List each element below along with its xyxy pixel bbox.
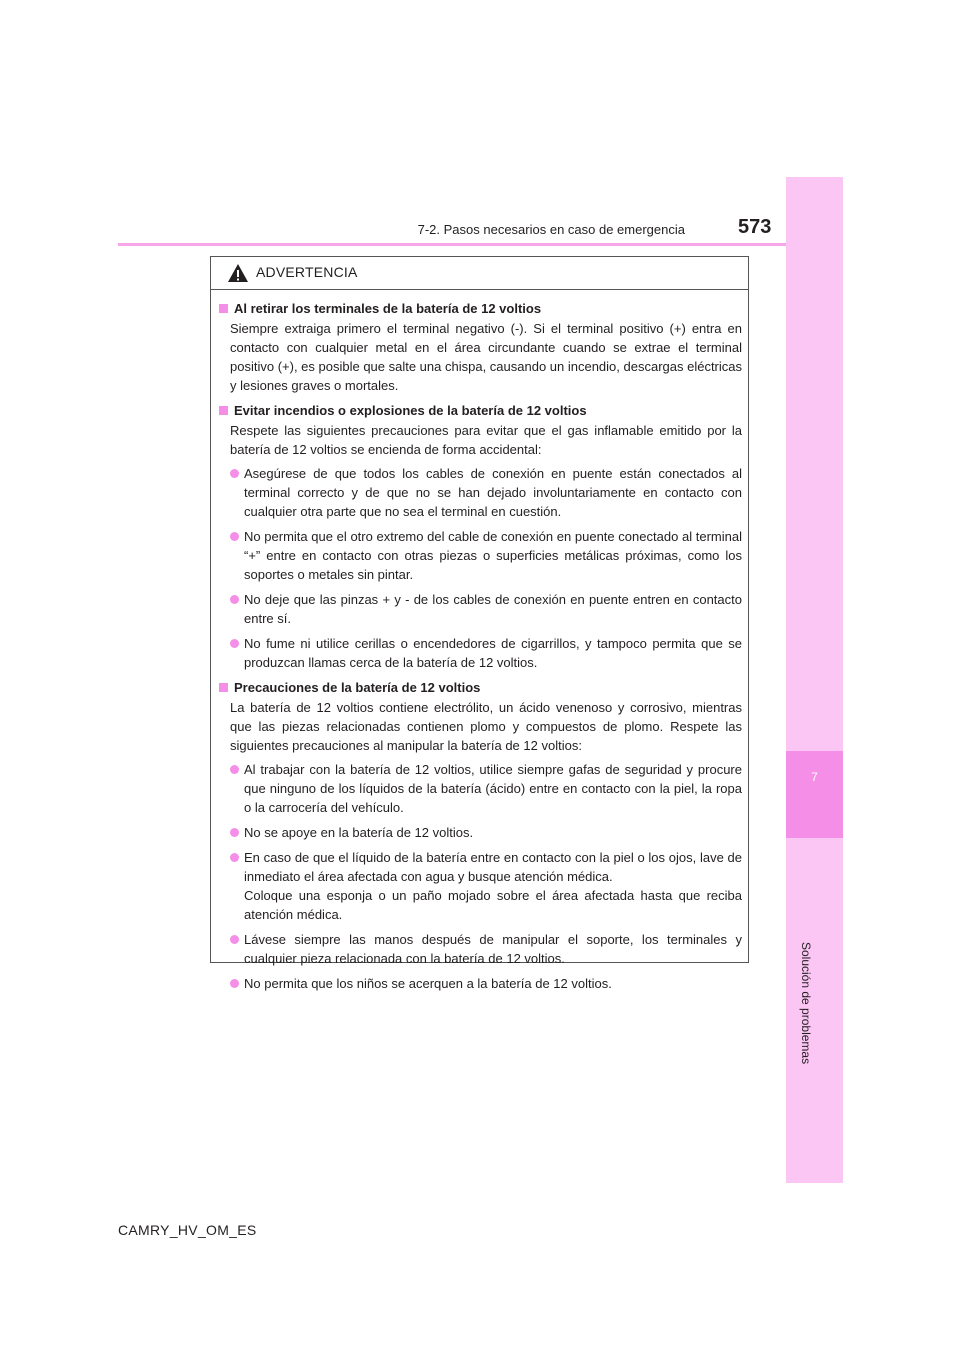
square-bullet-icon [219,406,228,415]
chapter-title-text: Solución de problemas [799,942,813,1065]
section-heading [218,401,742,420]
list-item [218,823,742,842]
section-heading [218,299,742,318]
list-item-text: No se apoye en la batería de 12 voltios. [244,825,474,840]
section-text: La batería de 12 voltios contiene electrólito, un ácido venenoso y corrosivo, mientras que las piezas relacionadas contienen plomo y compuestos de plomo. Respete las siguientes precauciones al manipular la batería de 12 voltios: [230,700,742,753]
chapter-number: 7 [811,770,818,784]
section-text: Respete las siguientes precauciones para evitar que el gas inflamable emitido por la batería de 12 voltios se encienda de forma accidental: [230,423,742,457]
circle-bullet-icon [230,765,239,774]
list-item [218,464,742,521]
list-item [218,590,742,628]
circle-bullet-icon [230,469,239,478]
warning-triangle-icon [227,263,249,283]
section-heading-text: Precauciones de la batería de 12 voltios [234,680,481,695]
square-bullet-icon [219,683,228,692]
list-item-text: Lávese siempre las manos después de manipular el soporte, los terminales y cualquier pieza relacionada con la batería de 12 voltios. [244,932,742,966]
list-item-text: No fume ni utilice cerillas o encendedores de cigarrillos, y tampoco permita que se produzcan llamas cerca de la batería de 12 voltios. [244,636,742,670]
chapter-tab-active[interactable] [786,751,843,838]
section-heading-text: Al retirar los terminales de la batería de 12 voltios [234,301,542,316]
warning-header [211,257,748,290]
warning-body [211,299,748,999]
circle-bullet-icon [230,853,239,862]
section-text: Siempre extraiga primero el terminal negativo (-). Si el terminal positivo (+) entra en contacto con cualquier metal en el área circundante cuando se extrae el terminal positivo (+), es posible que salte una chispa, causando un incendio, descargas eléctricas y lesiones graves o mortales. [230,321,743,393]
circle-bullet-icon [230,935,239,944]
list-item [218,930,742,968]
list-item [218,634,742,672]
warning-section [218,401,742,672]
circle-bullet-icon [230,828,239,837]
circle-bullet-icon [230,979,239,988]
list-item-text: No permita que los niños se acerquen a la batería de 12 voltios. [244,976,612,991]
list-item [218,848,742,924]
list-item-text: No deje que las pinzas + y - de los cables de conexión en puente entren en contacto entre sí. [244,592,742,626]
header-divider [118,243,786,246]
list-item [218,760,742,817]
list-item-text: Asegúrese de que todos los cables de conexión en puente están conectados al terminal correcto y de que no se han dejado involuntariamente en contacto con cualquier otra parte que no sea el terminal en cuestión. [244,466,742,519]
section-heading-text: Evitar incendios o explosiones de la batería de 12 voltios [234,403,587,418]
manual-code: CAMRY_HV_OM_ES [118,1222,257,1238]
square-bullet-icon [219,304,228,313]
section-heading [218,678,742,697]
warning-section [218,299,742,395]
circle-bullet-icon [230,595,239,604]
warning-title: ADVERTENCIA [256,264,358,280]
list-item-text: No permita que el otro extremo del cable de conexión en puente conectado al terminal “+” entre en contacto con otras piezas o superficies metálicas próximas, como los soportes o metales sin pintar. [244,529,742,582]
circle-bullet-icon [230,639,239,648]
chapter-side-tab [786,177,843,1183]
page-number: 573 [738,216,772,238]
list-item [218,527,742,584]
list-item [218,974,742,993]
list-item-text: Al trabajar con la batería de 12 voltios, utilice siempre gafas de seguridad y procure que ninguno de los líquidos de la batería (ácido) entre en contacto con la piel, la ropa o la carrocería del vehículo. [244,762,742,815]
warning-box [210,256,749,991]
list-item-text: En caso de que el líquido de la batería entre en contacto con la piel o los ojos, lave de inmediato el área afectada con agua y busque atención médica. Coloque una esponja o un paño mojado sobre el área afectada hasta que reciba atención médica. [244,850,742,922]
warning-section [218,678,742,993]
section-title: 7-2. Pasos necesarios en caso de emergencia [417,222,685,237]
circle-bullet-icon [230,532,239,541]
